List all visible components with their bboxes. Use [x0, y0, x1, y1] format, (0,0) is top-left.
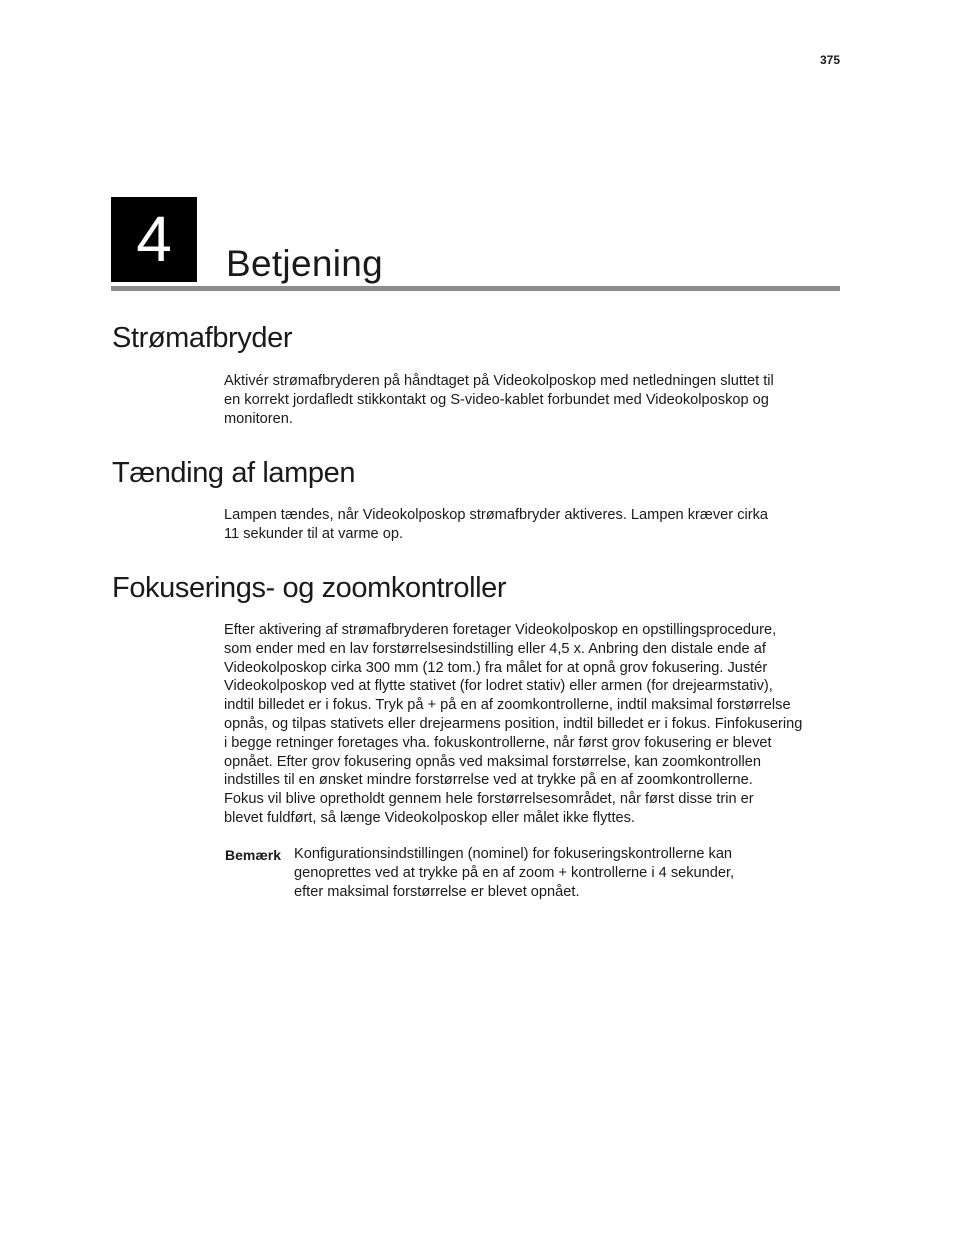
section-body-stroemafbryder: Aktivér strømafbryderen på håndtaget på Videokolposkop med netledningen sluttet til en korrekt jordafledt stikkontakt og S-video-kablet forbundet med Videokolposkop og monitoren. [224, 373, 774, 427]
section-body-taending-af-lampen: Lampen tændes, når Videokolposkop strømafbryder aktiveres. Lampen kræver cirka 11 sekunder til at varme op. [224, 507, 769, 542]
section-body-fokuserings-og-zoomkontroller: Efter aktivering af strømafbryderen foretager Videokolposkop en opstillingsprocedure, som ender med en lav forstørrelsesindstilling eller 4,5 x. Anbring den distale ende af Videokolposkop cirka 300 mm (12 tom.) fra målet for at opnå grov fokusering. Justér Videokolposkop ved at flytte stativet (for lodret stativ) eller armen (for drejearmstativ), indtil billedet er i fokus. Tryk på + på en af zoomkontrollerne, indtil maksimal forstørrelse opnås, og tilpas stativets eller drejearmens position, indtil billedet er i fokus. Finfokusering i begge retninger foretages vha. fokuskontrollerne, når først grov fokusering er blevet opnået. Efter grov fokusering opnås ved maksimal forstørrelse, kan zoomkontrollen indstilles til en ønsket mindre forstørrelse ved at trykke på en af zoomkontrollerne. Fokus vil blive opretholdt gennem hele forstørrelsesområdet, når først disse trin er blevet fuldført, så længe Videokolposkop eller målet ikke flyttes. [224, 622, 803, 826]
section-heading-fokuserings-og-zoomkontroller: Fokuserings- og zoomkontroller [112, 572, 507, 604]
chapter-title: Betjening [226, 243, 383, 284]
page-number: 375 [819, 53, 840, 67]
section-heading-taending-af-lampen: Tænding af lampen [112, 457, 356, 489]
chapter-number-box: 4 [111, 197, 197, 282]
note-text: Konfigurationsindstillingen (nominel) for fokuseringskontrollerne kan genoprettes ved at trykke på en af zoom + kontrollerne i 4 sekunder, efter maksimal forstørrelse er blevet opnået. [294, 846, 735, 900]
section-heading-stroemafbryder: Strømafbryder [112, 322, 293, 354]
note-label: Bemærk [225, 847, 282, 863]
chapter-divider [111, 286, 840, 291]
